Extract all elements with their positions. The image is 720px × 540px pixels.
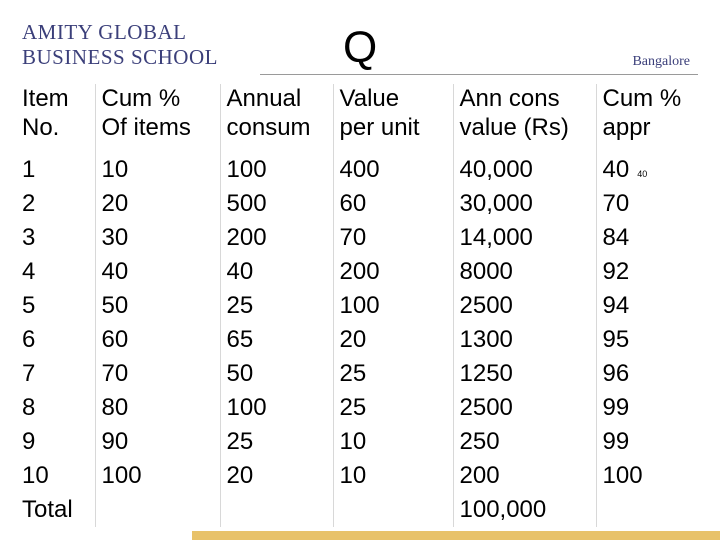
table-cell [16,153,95,187]
cell-value: 40 [226,258,254,285]
cell-value: 96 [602,360,630,387]
table-cell [596,153,706,187]
abc-analysis-table [16,84,706,527]
header-row-1 [16,84,706,113]
header-cell: per unit [333,113,453,153]
table-cell [333,323,453,357]
table-cell [95,459,220,493]
table-cell [596,255,706,289]
total-value: 100,000 [453,493,596,527]
table-row [16,425,706,459]
cell-value: 500 [226,190,267,217]
cell-value: 95 [602,326,630,353]
cell-value: 70 [101,360,129,387]
cell-value: 1250 [459,360,513,387]
table-cell [16,221,95,255]
table-row [16,459,706,493]
cell-value: 10 [339,462,367,489]
header-cell: Cum % [602,85,682,112]
table-cell [453,323,596,357]
cell-value: 4 [22,258,36,285]
header-cell: Of items [95,113,220,153]
header-cell: Ann cons [453,84,596,113]
cell-value: 400 [339,156,380,183]
table-cell [333,187,453,221]
cell-value: 8 [22,394,36,421]
cell-value: 50 [226,360,254,387]
table-cell [596,493,706,527]
table-cell [95,221,220,255]
table-cell [220,459,333,493]
table-cell [453,391,596,425]
table-cell [16,425,95,459]
cell-value: 70 [602,190,630,217]
table-cell [453,255,596,289]
table-cell [95,493,220,527]
table-cell [16,323,95,357]
table-cell [453,153,596,187]
table-cell [220,289,333,323]
logo-line-1: AMITY GLOBAL [22,20,187,44]
table-cell [95,187,220,221]
header-cell: Value [333,84,453,113]
header-row-2 [16,113,706,153]
table-cell [453,289,596,323]
table-row [16,391,706,425]
cell-value: 7 [22,360,36,387]
total-label: Total [16,493,95,527]
table-cell [95,255,220,289]
table-cell [16,187,95,221]
table-cell [333,221,453,255]
cell-value: 99 [602,428,630,455]
cell-value: 25 [339,394,367,421]
logo-line-2: BUSINESS SCHOOL [22,45,218,69]
header-divider [260,74,698,75]
table-cell [333,391,453,425]
cell-value: 2500 [459,292,513,319]
cell-value: 65 [226,326,254,353]
school-logo [22,20,218,70]
table-cell [596,391,706,425]
cell-value: 30,000 [459,190,533,217]
cell-value: 60 [101,326,129,353]
table-cell [220,425,333,459]
cell-value: 25 [226,292,254,319]
table-cell [95,425,220,459]
cell-value: 84 [602,224,630,251]
cell-value: 25 [226,428,254,455]
table-body [16,153,706,493]
table-cell [220,323,333,357]
cell-value: 2500 [459,394,513,421]
table-cell [95,357,220,391]
table-cell [95,153,220,187]
table-cell [453,357,596,391]
small-annotation: 40 [637,169,648,179]
table-cell [220,493,333,527]
cell-value: 9 [22,428,36,455]
table-cell [16,459,95,493]
cell-value: 25 [339,360,367,387]
table-row [16,255,706,289]
header-cell: Cum % [95,84,220,113]
cell-value: 200 [226,224,267,251]
cell-value: 1300 [459,326,513,353]
table-row [16,357,706,391]
cell-value: 100 [226,394,267,421]
cell-value: 20 [101,190,129,217]
cell-value: 100 [339,292,380,319]
table-cell [596,187,706,221]
table-cell [333,153,453,187]
header-cell: No. [16,113,95,153]
table-cell [596,459,706,493]
table-row [16,289,706,323]
table-cell [95,391,220,425]
cell-value: 90 [101,428,129,455]
cell-value: 8000 [459,258,513,285]
cell-value: 10 [22,462,49,489]
table-row [16,323,706,357]
cell-value: 100 [226,156,267,183]
table-cell [220,187,333,221]
cell-value: 14,000 [459,224,533,251]
table-cell [95,323,220,357]
cell-value: 80 [101,394,129,421]
cell-value: 200 [339,258,380,285]
table-cell [220,357,333,391]
cell-value: 30 [101,224,129,251]
table-cell [596,425,706,459]
table-row [16,187,706,221]
cell-value: 94 [602,292,630,319]
location-label: Bangalore [632,54,690,69]
table-cell [333,459,453,493]
table-cell [453,425,596,459]
cell-value: 70 [339,224,367,251]
table-cell [596,323,706,357]
cell-value: 200 [459,462,500,489]
total-row [16,493,706,527]
table-cell [453,221,596,255]
table-cell [596,289,706,323]
cell-value: 100 [101,462,142,489]
cell-value: 60 [339,190,367,217]
table-cell [16,391,95,425]
header-cell: value (Rs) [453,113,596,153]
cell-value: 20 [226,462,254,489]
cell-value: 10 [339,428,367,455]
table-cell [16,255,95,289]
header-cell: Item [16,84,95,113]
cell-value: 99 [602,394,630,421]
table-cell [16,289,95,323]
table-cell [453,187,596,221]
cell-value: 100 [602,462,643,489]
cell-value: 40,000 [459,156,533,183]
table-cell [220,391,333,425]
table-cell [220,255,333,289]
cell-value: 250 [459,428,500,455]
table-row [16,221,706,255]
table-cell [333,493,453,527]
header-cell: Annual [220,84,333,113]
cell-value: 1 [22,156,36,183]
table-cell [453,459,596,493]
table-row [16,153,706,187]
slide-title: Q [343,23,378,72]
cell-value: 50 [101,292,129,319]
cell-value: 3 [22,224,36,251]
cell-value: 40 [602,156,630,183]
table-cell [333,425,453,459]
cell-value: 5 [22,292,36,319]
footer-accent-bar [192,531,720,540]
table-cell [95,289,220,323]
table-cell [333,255,453,289]
table-cell [220,221,333,255]
table-cell [333,357,453,391]
cell-value: 6 [22,326,36,353]
cell-value: 20 [339,326,367,353]
header-cell: consum [220,113,333,153]
cell-value: 10 [101,156,129,183]
table-cell [596,357,706,391]
table-cell [333,289,453,323]
cell-value: 40 [101,258,129,285]
header-cell: appr [602,114,651,141]
table-cell [596,221,706,255]
cell-value: 92 [602,258,630,285]
table-cell [220,153,333,187]
cell-value: 2 [22,190,36,217]
table-cell [16,357,95,391]
